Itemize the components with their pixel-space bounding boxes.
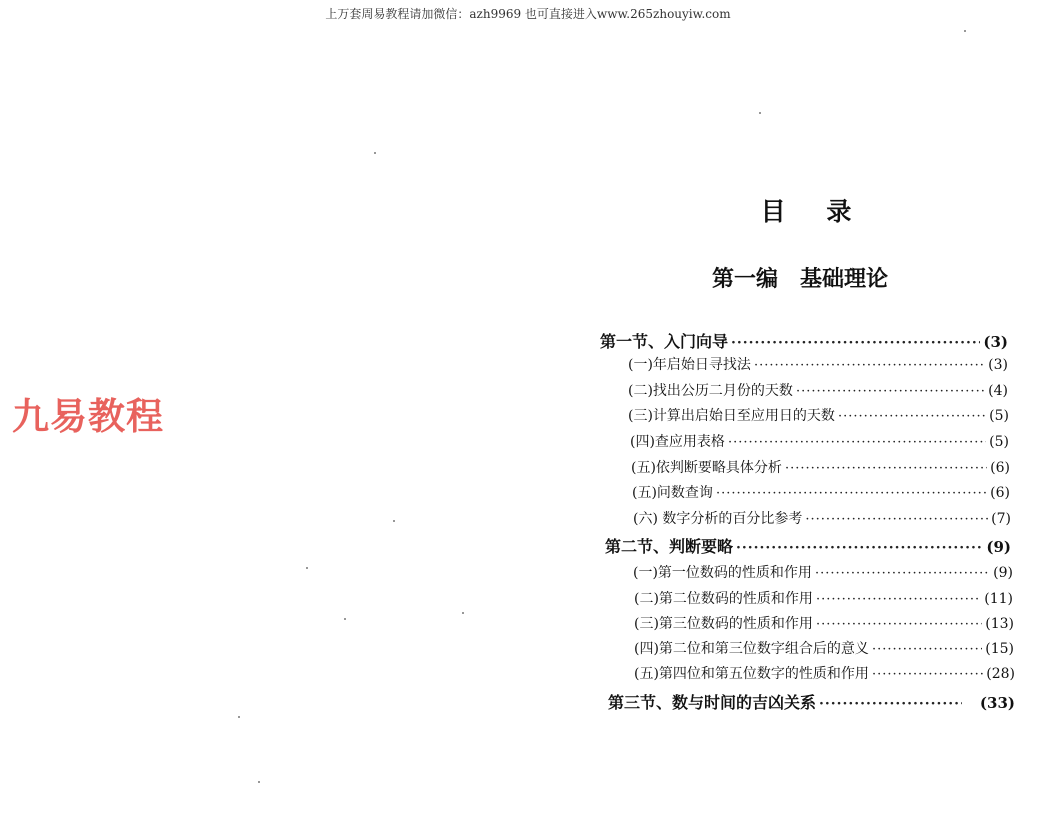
dot-leader bbox=[838, 409, 986, 424]
toc-entry bbox=[632, 482, 1010, 504]
toc-entry bbox=[633, 508, 1011, 530]
toc-entry bbox=[628, 380, 1008, 402]
scan-speck bbox=[344, 618, 346, 620]
toc-entry-label: (三)第三位数码的性质和作用 bbox=[634, 616, 813, 632]
toc-entry bbox=[634, 638, 1014, 660]
toc-entry-page: (15) bbox=[985, 641, 1014, 657]
toc-entry bbox=[634, 613, 1014, 635]
toc-entry-page: (6) bbox=[990, 485, 1010, 501]
toc-entry-label: (五)问数查询 bbox=[632, 485, 713, 501]
toc-entry-label: (二)找出公历二月份的天数 bbox=[628, 383, 793, 399]
dot-leader bbox=[796, 384, 985, 399]
dot-leader bbox=[736, 540, 983, 556]
dot-leader bbox=[872, 667, 983, 682]
dot-leader bbox=[728, 435, 986, 450]
scan-speck bbox=[393, 520, 395, 522]
toc-entry bbox=[634, 663, 1015, 685]
dot-leader bbox=[754, 358, 985, 373]
dot-leader bbox=[816, 617, 982, 632]
toc-entry-page: (9) bbox=[993, 565, 1013, 581]
toc-entry-page: (33) bbox=[979, 694, 1015, 712]
toc-entry-page: (13) bbox=[985, 616, 1014, 632]
toc-entry-label: (六) 数字分析的百分比参考 bbox=[633, 511, 803, 527]
part-title: 第一编 基础理论 bbox=[711, 267, 888, 292]
scan-speck bbox=[258, 781, 260, 783]
scan-speck bbox=[238, 716, 240, 718]
toc-entry-label: (四)第二位和第三位数字组合后的意义 bbox=[634, 641, 869, 657]
toc-entry-page: (5) bbox=[989, 434, 1009, 450]
toc-entry bbox=[628, 405, 1009, 427]
toc-entry bbox=[634, 588, 1013, 610]
scan-speck bbox=[964, 30, 966, 32]
toc-entry-label: (三)计算出启始日至应用日的天数 bbox=[628, 408, 835, 424]
toc-entry-page: (4) bbox=[988, 383, 1008, 399]
dot-leader bbox=[819, 696, 962, 712]
toc-entry-label: (一)第一位数码的性质和作用 bbox=[633, 565, 812, 581]
scan-speck bbox=[306, 567, 308, 569]
toc-entry-label: (五)依判断要略具体分析 bbox=[631, 460, 782, 476]
scan-speck bbox=[374, 152, 376, 154]
dot-leader bbox=[716, 486, 987, 501]
toc-title: 目 录 bbox=[760, 197, 868, 226]
toc-entry-label: 第一节、入门向导 bbox=[600, 332, 729, 351]
toc-entry-label: 第三节、数与时间的吉凶关系 bbox=[608, 693, 817, 712]
toc-entry-page: (5) bbox=[989, 408, 1009, 424]
dot-leader bbox=[785, 461, 987, 476]
toc-entry bbox=[600, 329, 1008, 351]
toc-entry-page: (9) bbox=[986, 538, 1011, 556]
dot-leader bbox=[731, 335, 980, 351]
watermark-logo: 九易教程 bbox=[12, 395, 164, 438]
toc-entry-label: 第二节、判断要略 bbox=[605, 537, 734, 556]
dot-leader bbox=[805, 512, 988, 527]
toc-entry bbox=[633, 562, 1013, 584]
dot-leader bbox=[815, 566, 990, 581]
toc-entry-label: (四)查应用表格 bbox=[630, 434, 725, 450]
toc-entry-page: (3) bbox=[983, 333, 1008, 351]
toc-entry-page: (11) bbox=[984, 591, 1013, 607]
dot-leader bbox=[872, 642, 982, 657]
toc-entry-label: (五)第四位和第五位数字的性质和作用 bbox=[634, 666, 869, 682]
toc-entry bbox=[605, 534, 1011, 556]
toc-entry-page: (6) bbox=[990, 460, 1010, 476]
toc-entry bbox=[608, 690, 1015, 712]
toc-entry bbox=[630, 431, 1009, 453]
toc-entry-page: (3) bbox=[988, 357, 1008, 373]
scan-speck bbox=[759, 112, 761, 114]
toc-entry bbox=[628, 354, 1008, 376]
scan-speck bbox=[462, 612, 464, 614]
toc-entry-page: (7) bbox=[991, 511, 1011, 527]
toc-entry-label: (一)年启始日寻找法 bbox=[628, 357, 751, 373]
toc-entry bbox=[631, 457, 1010, 479]
header-text: 上万套周易教程请加微信：azh9969 也可直接进入www.265zhouyiw.com bbox=[325, 7, 731, 21]
dot-leader bbox=[816, 592, 981, 607]
toc-entry-page: (28) bbox=[986, 666, 1015, 682]
toc-entry-label: (二)第二位数码的性质和作用 bbox=[634, 591, 813, 607]
